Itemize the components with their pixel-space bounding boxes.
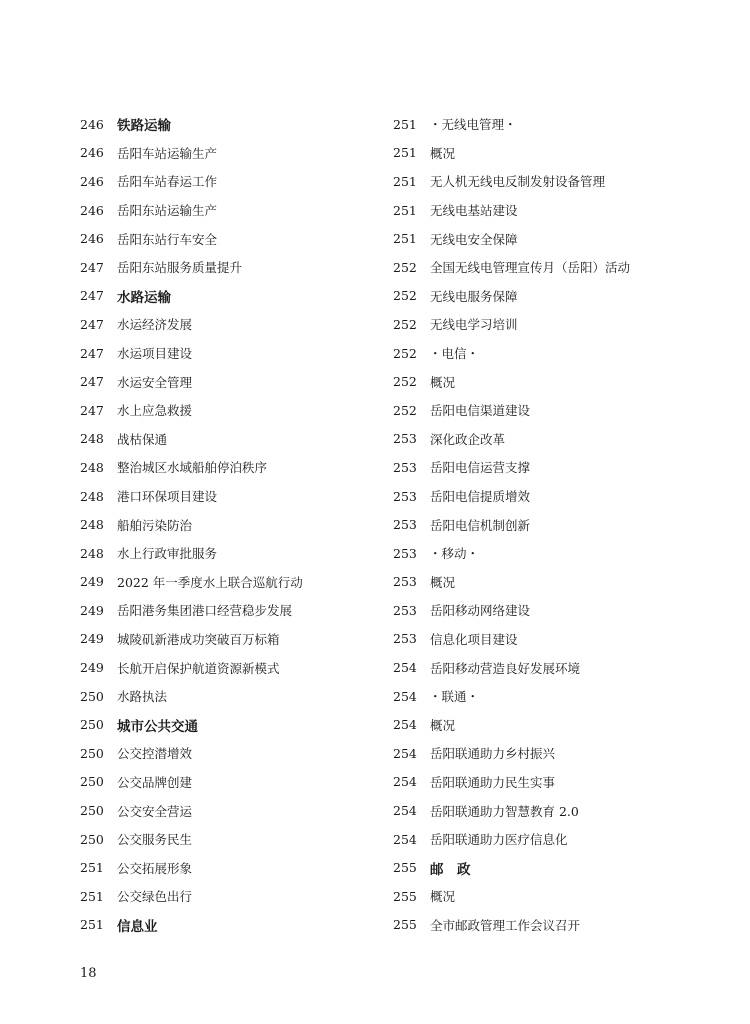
toc-page-number: 251 (393, 116, 417, 132)
toc-title: 公交服务民生 (117, 832, 193, 848)
toc-page-number: 249 (80, 574, 104, 590)
toc-page-number: 249 (80, 660, 104, 676)
toc-title: 城市公共交通 (117, 718, 198, 735)
toc-title: 岳阳联通助力乡村振兴 (430, 746, 556, 762)
toc-page-number: 248 (80, 488, 104, 504)
toc-title: 水运项目建设 (117, 346, 193, 362)
toc-page-number: 249 (80, 631, 104, 647)
toc-entry[interactable] (80, 853, 380, 882)
toc-title: 岳阳电信渠道建设 (430, 403, 531, 419)
toc-title: 公交安全营运 (117, 803, 193, 819)
toc-subheading[interactable] (393, 110, 723, 139)
toc-page-number: 253 (393, 545, 417, 561)
toc-page-number: 254 (393, 774, 417, 790)
toc-title: 岳阳联通助力医疗信息化 (430, 832, 568, 848)
toc-page-number: 253 (393, 459, 417, 475)
toc-page-number: 249 (80, 602, 104, 618)
toc-entry[interactable] (393, 911, 723, 940)
toc-entry[interactable] (80, 482, 380, 511)
toc-entry[interactable] (80, 739, 380, 768)
toc-entry[interactable] (80, 596, 380, 625)
toc-page-number: 255 (393, 860, 417, 876)
toc-page-number: 255 (393, 917, 417, 933)
toc-heading[interactable] (80, 110, 380, 139)
toc-entry[interactable] (393, 796, 723, 825)
toc-page-number: 251 (393, 231, 417, 247)
toc-entry[interactable] (393, 425, 723, 454)
toc-entry[interactable] (393, 510, 723, 539)
toc-page-number: 246 (80, 231, 104, 247)
toc-title: 岳阳东站服务质量提升 (117, 260, 243, 276)
toc-page-number: 252 (393, 374, 417, 390)
toc-title: 岳阳东站运输生产 (117, 203, 218, 219)
toc-title: 公交绿色出行 (117, 889, 193, 905)
toc-title: 无线电学习培训 (430, 317, 518, 333)
toc-subheading[interactable] (393, 682, 723, 711)
toc-title: 全市邮政管理工作会议召开 (430, 917, 581, 933)
toc-title: 水路执法 (117, 689, 168, 705)
toc-page-number: 253 (393, 602, 417, 618)
toc-entry[interactable] (393, 196, 723, 225)
toc-page-number: 252 (393, 402, 417, 418)
toc-page-number: 250 (80, 803, 104, 819)
toc-page-number: 253 (393, 574, 417, 590)
toc-title: 信息化项目建设 (430, 631, 518, 647)
toc-page-number: 250 (80, 774, 104, 790)
toc-title: 岳阳移动网络建设 (430, 603, 531, 619)
toc-page-number: 254 (393, 717, 417, 733)
toc-title: 无线电安全保障 (430, 231, 518, 247)
toc-title: 无线电基站建设 (430, 203, 518, 219)
toc-entry[interactable] (393, 653, 723, 682)
toc-entry[interactable] (393, 882, 723, 911)
toc-title: 铁路运输 (117, 118, 171, 135)
toc-heading[interactable] (393, 853, 723, 882)
toc-heading[interactable] (80, 282, 380, 311)
toc-title: 岳阳东站行车安全 (117, 231, 218, 247)
toc-entry[interactable] (393, 310, 723, 339)
toc-page-number: 253 (393, 517, 417, 533)
toc-title: 概况 (430, 374, 456, 390)
toc-page-number: 246 (80, 173, 104, 189)
toc-entry[interactable] (393, 596, 723, 625)
toc-title: 公交品牌创建 (117, 774, 193, 790)
toc-page-number: 253 (393, 631, 417, 647)
toc-title: 港口环保项目建设 (117, 489, 218, 505)
toc-page-number: 252 (393, 259, 417, 275)
toc-page-number: 251 (80, 917, 104, 933)
toc-title: 公交控潜增效 (117, 746, 193, 762)
toc-subheading[interactable] (393, 339, 723, 368)
toc-entry[interactable] (80, 167, 380, 196)
toc-page-number: 253 (393, 488, 417, 504)
toc-title: ・移动・ (429, 546, 480, 562)
toc-page-number: 250 (80, 688, 104, 704)
toc-entry[interactable] (80, 682, 380, 711)
toc-entry[interactable] (80, 453, 380, 482)
toc-title: ・无线电管理・ (429, 117, 517, 133)
toc-title: 概况 (430, 717, 456, 733)
toc-entry[interactable] (80, 825, 380, 854)
toc-entry[interactable] (393, 825, 723, 854)
toc-title: 长航开启保护航道资源新模式 (117, 660, 280, 676)
toc-title: 岳阳车站春运工作 (117, 174, 218, 190)
toc-entry[interactable] (393, 367, 723, 396)
toc-page-number: 254 (393, 660, 417, 676)
toc-page-number: 250 (80, 831, 104, 847)
toc-entry[interactable] (393, 253, 723, 282)
toc-title: 岳阳电信机制创新 (430, 517, 531, 533)
toc-title: 全国无线电管理宣传月（岳阳）活动 (430, 260, 631, 276)
page-number: 18 (80, 966, 97, 981)
toc-left-column (80, 110, 380, 939)
toc-entry[interactable] (393, 482, 723, 511)
toc-page-number: 251 (80, 888, 104, 904)
toc-page-number: 247 (80, 402, 104, 418)
toc-title: 深化政企改革 (430, 431, 506, 447)
toc-title: 岳阳车站运输生产 (117, 145, 218, 161)
toc-page-number: 253 (393, 431, 417, 447)
toc-entry[interactable] (80, 625, 380, 654)
toc-title: 2022 年一季度水上联合巡航行动 (117, 574, 303, 590)
toc-entry[interactable] (80, 196, 380, 225)
toc-page-number: 254 (393, 688, 417, 704)
toc-page-number: 251 (393, 145, 417, 161)
toc-entry[interactable] (80, 768, 380, 797)
toc-title: 水上应急救援 (117, 403, 193, 419)
toc-page-number: 247 (80, 259, 104, 275)
toc-title: 岳阳移动营造良好发展环境 (430, 660, 581, 676)
toc-title: 船舶污染防治 (117, 517, 193, 533)
toc-entry[interactable] (393, 224, 723, 253)
toc-entry[interactable] (80, 396, 380, 425)
toc-subheading[interactable] (393, 539, 723, 568)
toc-title: 水上行政审批服务 (117, 546, 218, 562)
toc-title: 水运安全管理 (117, 374, 193, 390)
toc-page-number: 250 (80, 745, 104, 761)
toc-entry[interactable] (393, 139, 723, 168)
toc-entry[interactable] (393, 768, 723, 797)
toc-page-number: 247 (80, 374, 104, 390)
toc-title: 邮 政 (430, 861, 471, 878)
toc-entry[interactable] (393, 167, 723, 196)
toc-title: 水路运输 (117, 289, 171, 306)
toc-page-number: 248 (80, 517, 104, 533)
toc-page-number: 254 (393, 803, 417, 819)
toc-page-number: 248 (80, 431, 104, 447)
toc-page-number: 247 (80, 345, 104, 361)
toc-title: 概况 (430, 145, 456, 161)
toc-entry[interactable] (393, 710, 723, 739)
toc-title: 无人机无线电反制发射设备管理 (430, 174, 606, 190)
toc-entry[interactable] (80, 224, 380, 253)
toc-right-column (393, 110, 723, 939)
toc-entry[interactable] (80, 139, 380, 168)
toc-entry[interactable] (80, 653, 380, 682)
toc-entry[interactable] (80, 367, 380, 396)
toc-page-number: 254 (393, 745, 417, 761)
toc-page-number: 246 (80, 116, 104, 132)
toc-page-number: 248 (80, 459, 104, 475)
toc-entry[interactable] (80, 339, 380, 368)
toc-entry[interactable] (393, 396, 723, 425)
toc-entry[interactable] (80, 310, 380, 339)
toc-page-number: 255 (393, 888, 417, 904)
toc-title: 无线电服务保障 (430, 288, 518, 304)
toc-page-number: 250 (80, 717, 104, 733)
toc-entry[interactable] (80, 568, 380, 597)
toc-title: 整治城区水域船舶停泊秩序 (117, 460, 268, 476)
toc-title: 岳阳电信运营支撑 (430, 460, 531, 476)
toc-entry[interactable] (393, 625, 723, 654)
toc-title: 城陵矶新港成功突破百万标箱 (117, 631, 280, 647)
toc-page-number: 247 (80, 316, 104, 332)
toc-page-number: 254 (393, 831, 417, 847)
toc-title: ・电信・ (429, 346, 480, 362)
toc-heading[interactable] (80, 710, 380, 739)
toc-title: 公交拓展形象 (117, 860, 193, 876)
toc-entry[interactable] (80, 425, 380, 454)
toc-title: 水运经济发展 (117, 317, 193, 333)
toc-entry[interactable] (393, 453, 723, 482)
toc-page-number: 248 (80, 545, 104, 561)
toc-page-number: 252 (393, 316, 417, 332)
toc-entry[interactable] (80, 882, 380, 911)
toc-page-number: 247 (80, 288, 104, 304)
toc-title: 岳阳联通助力民生实事 (430, 774, 556, 790)
toc-entry[interactable] (80, 796, 380, 825)
toc-title: 战枯保通 (117, 431, 168, 447)
toc-heading[interactable] (80, 911, 380, 940)
toc-page-number: 251 (393, 173, 417, 189)
toc-title: 岳阳电信提质增效 (430, 489, 531, 505)
toc-entry[interactable] (393, 568, 723, 597)
toc-page-number: 251 (80, 860, 104, 876)
toc-page-number: 252 (393, 288, 417, 304)
toc-title: 岳阳联通助力智慧教育 2.0 (430, 803, 579, 819)
toc-page-number: 246 (80, 202, 104, 218)
toc-page-number: 246 (80, 145, 104, 161)
toc-title: 信息业 (117, 918, 158, 935)
toc-page-number: 251 (393, 202, 417, 218)
toc-entry[interactable] (80, 253, 380, 282)
toc-title: ・联通・ (429, 689, 480, 705)
toc-entry[interactable] (80, 539, 380, 568)
toc-entry[interactable] (393, 739, 723, 768)
toc-page-number: 252 (393, 345, 417, 361)
toc-title: 岳阳港务集团港口经营稳步发展 (117, 603, 293, 619)
toc-title: 概况 (430, 574, 456, 590)
toc-entry[interactable] (393, 282, 723, 311)
toc-title: 概况 (430, 889, 456, 905)
toc-entry[interactable] (80, 510, 380, 539)
